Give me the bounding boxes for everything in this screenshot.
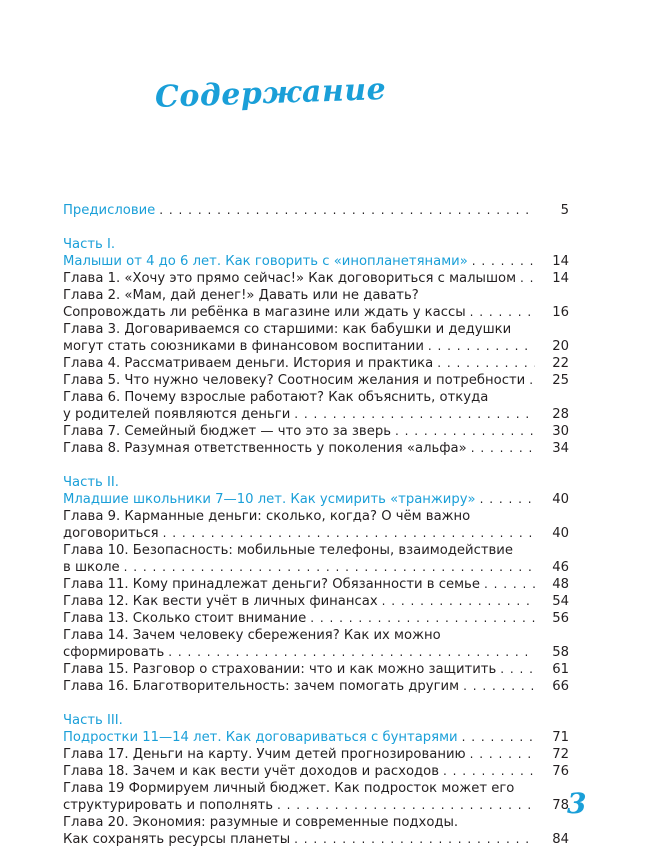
toc-page-number: 14 [552, 271, 569, 286]
dot-leader [168, 644, 535, 661]
dot-leader [443, 763, 535, 780]
toc-page-number: 54 [552, 594, 569, 609]
toc-entry-text: Глава 9. Карманные деньги: сколько, когда? О чём важно [63, 509, 471, 524]
toc-entry-text: Глава 6. Почему взрослые работают? Как объяснить, откуда [63, 390, 489, 405]
toc-entry-ch20[interactable] [63, 831, 569, 848]
toc-entry-ch9[interactable] [63, 525, 569, 542]
dot-leader [277, 797, 535, 814]
toc-entry-text: сформировать [63, 645, 165, 660]
toc-entry-part3[interactable] [63, 729, 569, 746]
toc-entry-ch17[interactable] [63, 746, 569, 763]
toc-entry-text: Как сохранять ресурсы планеты [63, 832, 291, 847]
dot-leader [471, 440, 535, 457]
toc-entry-ch13[interactable] [63, 610, 569, 627]
toc-entry-ch6[interactable] [63, 406, 569, 423]
dot-leader [124, 559, 535, 576]
toc-entry-part1[interactable] [63, 253, 569, 270]
toc-entry-text: могут стать союзниками в финансовом воспитании [63, 339, 424, 354]
toc-page-number: 56 [552, 611, 569, 626]
part-title: Подростки 11—14 лет. Как договариваться с бунтарями [63, 730, 458, 745]
toc-entry-text: Глава 8. Разумная ответственность у поколения «альфа» [63, 441, 467, 456]
dot-leader [472, 253, 535, 270]
dot-leader [529, 372, 535, 389]
page-title: Содержание [154, 71, 387, 116]
toc-entry-ch18[interactable] [63, 763, 569, 780]
toc-entry-ch2[interactable] [63, 304, 569, 321]
toc-page-number: 46 [552, 560, 569, 575]
dot-leader [294, 406, 535, 423]
toc-entry-text: договориться [63, 526, 159, 541]
toc-entry-text: Глава 15. Разговор о страховании: что и как можно защитить [63, 662, 497, 677]
toc-page-number: 78 [552, 798, 569, 813]
dot-leader [480, 491, 535, 508]
toc-entry-ch3[interactable] [63, 338, 569, 355]
toc-entry-text: Глава 5. Что нужно человеку? Соотносим желания и потребности [63, 373, 526, 388]
dot-leader [520, 270, 535, 287]
dot-leader [462, 729, 535, 746]
toc-entry-text: Глава 4. Рассматриваем деньги. История и практика [63, 356, 434, 371]
toc-entry-text: Глава 7. Семейный бюджет — что это за зверь [63, 424, 391, 439]
toc-entry-text: у родителей появляются деньги [63, 407, 291, 422]
toc-page-number: 40 [552, 492, 569, 507]
dot-leader [395, 423, 535, 440]
toc-page-number: 30 [552, 424, 569, 439]
toc-page-number: 84 [552, 832, 569, 847]
toc-entry-ch12[interactable] [63, 593, 569, 610]
toc-entry-ch5[interactable] [63, 372, 569, 389]
toc-entry-text: Глава 3. Договариваемся со старшими: как бабушки и дедушки [63, 322, 512, 337]
toc-entry-ch11[interactable] [63, 576, 569, 593]
dot-leader [470, 304, 535, 321]
toc-entry-text: Глава 2. «Мам, дай денег!» Давать или не давать? [63, 288, 419, 303]
toc-page-number: 72 [552, 747, 569, 762]
toc-page-number: 5 [560, 203, 569, 218]
dot-leader [382, 593, 535, 610]
toc-page-number: 66 [552, 679, 569, 694]
toc-entry-text: Глава 1. «Хочу это прямо сейчас!» Как договориться с малышом [63, 271, 517, 286]
part-label: Часть I. [63, 237, 116, 252]
table-of-contents [63, 202, 569, 848]
dot-leader [428, 338, 535, 355]
toc-entry-ch16[interactable] [63, 678, 569, 695]
toc-page-number: 61 [552, 662, 569, 677]
toc-page-number: 25 [552, 373, 569, 388]
toc-entry-ch7[interactable] [63, 423, 569, 440]
dot-leader [294, 831, 535, 848]
toc-page-number: 22 [552, 356, 569, 371]
toc-page-number: 76 [552, 764, 569, 779]
page-number: 3 [567, 787, 587, 820]
toc-entry-text: Глава 13. Сколько стоит внимание [63, 611, 307, 626]
toc-page-number: 14 [552, 254, 569, 269]
toc-entry-ch15[interactable] [63, 661, 569, 678]
toc-page-number: 71 [552, 730, 569, 745]
toc-page-number: 40 [552, 526, 569, 541]
toc-page-number: 34 [552, 441, 569, 456]
toc-entry-text: в школе [63, 560, 120, 575]
part-label: Часть II. [63, 475, 119, 490]
toc-entry-text: Глава 16. Благотворительность: зачем помогать другим [63, 679, 460, 694]
toc-entry-ch4[interactable] [63, 355, 569, 372]
toc-page-number: 48 [552, 577, 569, 592]
toc-page-number: 20 [552, 339, 569, 354]
toc-entry-text: Глава 11. Кому принадлежат деньги? Обязанности в семье [63, 577, 480, 592]
toc-entry-text: Глава 20. Экономия: разумные и современные подходы. [63, 815, 459, 830]
toc-entry-text: Глава 10. Безопасность: мобильные телефоны, взаимодействие [63, 543, 513, 558]
toc-page-number: 58 [552, 645, 569, 660]
toc-entry-text: Глава 17. Деньги на карту. Учим детей прогнозированию [63, 747, 466, 762]
part-title: Малыши от 4 до 6 лет. Как говорить с «инопланетянами» [63, 254, 468, 269]
dot-leader [463, 678, 535, 695]
toc-entry-text: Предисловие [63, 203, 156, 218]
toc-entry-text: Глава 14. Зачем человеку сбережения? Как их можно [63, 628, 441, 643]
toc-entry-text: Сопровождать ли ребёнка в магазине или ждать у кассы [63, 305, 466, 320]
part-label: Часть III. [63, 713, 123, 728]
dot-leader [500, 661, 535, 678]
toc-page-number: 16 [552, 305, 569, 320]
dot-leader [310, 610, 535, 627]
toc-entry-text: структурировать и пополнять [63, 798, 274, 813]
toc-entry-text: Глава 12. Как вести учёт в личных финансах [63, 594, 378, 609]
dot-leader [163, 525, 535, 542]
part-title: Младшие школьники 7—10 лет. Как усмирить «транжиру» [63, 492, 476, 507]
dot-leader [470, 746, 535, 763]
toc-entry-ch10[interactable] [63, 559, 569, 576]
toc-entry-part2[interactable] [63, 491, 569, 508]
dot-leader [159, 202, 535, 219]
toc-entry-ch19[interactable] [63, 797, 569, 814]
dot-leader [484, 576, 535, 593]
toc-entry-text: Глава 19 Формируем личный бюджет. Как подросток может его [63, 781, 515, 796]
dot-leader [437, 355, 535, 372]
toc-entry-text: Глава 18. Зачем и как вести учёт доходов и расходов [63, 764, 439, 779]
toc-entry-ch8[interactable] [63, 440, 569, 457]
toc-entry-ch1[interactable] [63, 270, 569, 287]
toc-entry-preface[interactable] [63, 202, 569, 219]
toc-page-number: 28 [552, 407, 569, 422]
toc-entry-ch14[interactable] [63, 644, 569, 661]
